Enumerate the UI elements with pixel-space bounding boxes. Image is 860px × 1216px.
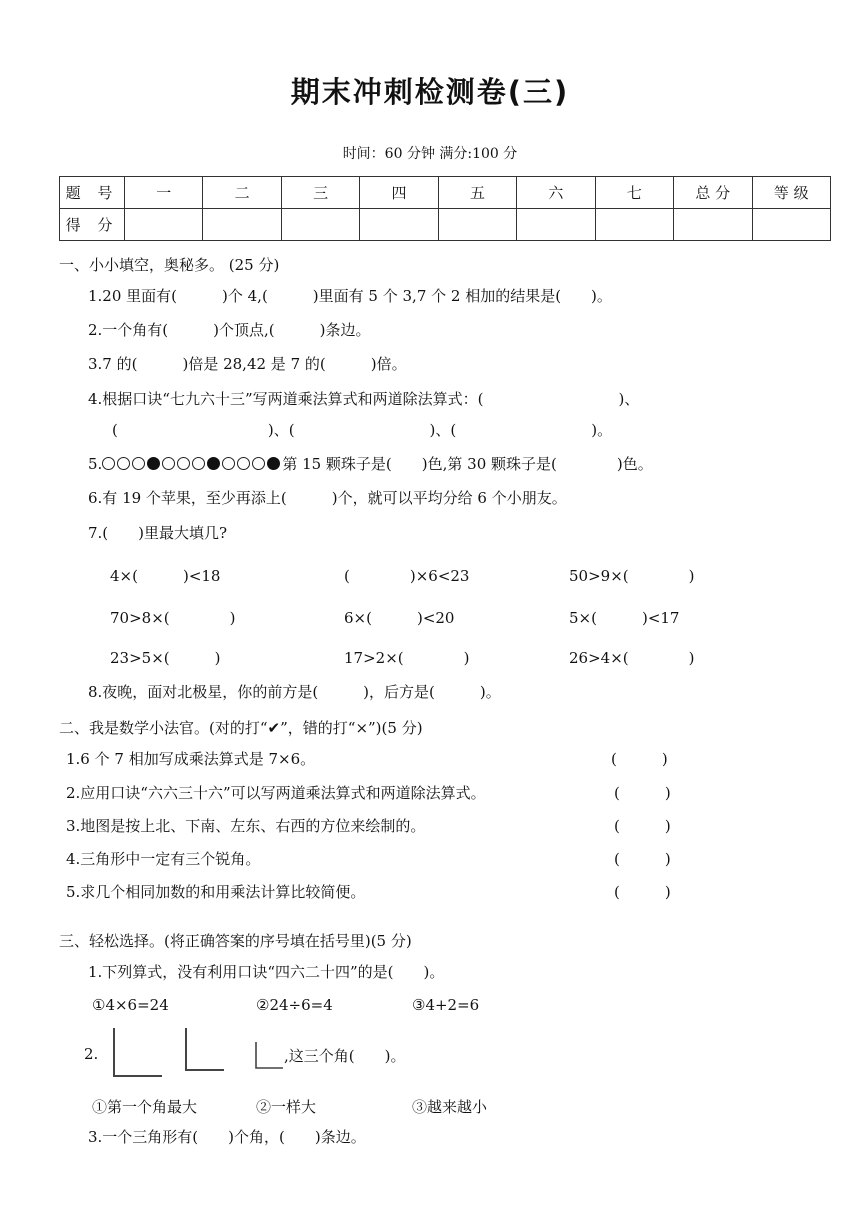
- q7-item: 50>9×( ): [569, 567, 695, 585]
- white-bead-icon: [222, 457, 235, 470]
- answer-blank[interactable]: ( ): [614, 883, 671, 901]
- judge-item: 4.三角形中一定有三个锐角。: [66, 850, 261, 868]
- score-cell: 六: [517, 177, 595, 209]
- choice-option: ③4+2=6: [412, 996, 480, 1014]
- choice-option: ②24÷6=4: [256, 996, 333, 1014]
- score-input-cell[interactable]: [595, 209, 673, 241]
- q7-item: 23>5×( ): [110, 649, 221, 667]
- choice-option: ②一样大: [256, 1098, 317, 1116]
- score-table-header-row: [60, 177, 831, 209]
- score-cell: 总 分: [674, 177, 752, 209]
- bead-sequence: [102, 455, 282, 473]
- score-cell: 二: [203, 177, 281, 209]
- black-bead-icon: [207, 457, 220, 470]
- choice-question-2-text: ,这三个角( )。: [284, 1047, 406, 1065]
- judge-item: 3.地图是按上北、下南、左东、右西的方位来绘制的。: [66, 817, 426, 835]
- question-number: 5.: [88, 455, 103, 473]
- white-bead-icon: [177, 457, 190, 470]
- answer-blank[interactable]: ( ): [614, 817, 671, 835]
- score-input-cell[interactable]: [674, 209, 752, 241]
- question-1-1: 1.20 里面有( )个 4,( )里面有 5 个 3,7 个 2 相加的结果是( )。: [88, 287, 612, 305]
- choice-question-1: 1.下列算式，没有利用口诀“四六二十四”的是( )。: [88, 963, 445, 981]
- question-1-7: 7.( )里最大填几?: [88, 524, 228, 542]
- white-bead-icon: [132, 457, 145, 470]
- q7-item: 17>2×( ): [344, 649, 470, 667]
- q7-item: 5×( )<17: [569, 609, 680, 627]
- q7-item: 4×( )<18: [110, 567, 221, 585]
- white-bead-icon: [117, 457, 130, 470]
- question-1-8: 8.夜晚，面对北极星，你的前方是( )，后方是( )。: [88, 683, 501, 701]
- judge-item: 2.应用口诀“六六三十六”可以写两道乘法算式和两道除法算式。: [66, 784, 486, 802]
- score-cell: 七: [595, 177, 673, 209]
- question-1-5-text: 第 15 颗珠子是( )色,第 30 颗珠子是( )色。: [282, 455, 653, 473]
- question-1-3: 3.7 的( )倍是 28,42 是 7 的( )倍。: [88, 355, 407, 373]
- answer-blank[interactable]: ( ): [611, 750, 668, 768]
- choice-question-3: 3.一个三角形有( )个角，( )条边。: [88, 1128, 366, 1146]
- check-mark-icon: ✔: [267, 719, 281, 737]
- choice-option: ③越来越小: [412, 1098, 488, 1116]
- score-input-cell[interactable]: [438, 209, 516, 241]
- exam-info: 时间：60 分钟 满分:100 分: [342, 146, 518, 162]
- question-1-2: 2.一个角有( )个顶点,( )条边。: [88, 321, 371, 339]
- answer-blank[interactable]: ( ): [614, 784, 671, 802]
- page-title: 期末冲刺检测卷(三): [290, 75, 570, 109]
- score-input-cell[interactable]: [517, 209, 595, 241]
- score-input-cell[interactable]: [281, 209, 359, 241]
- score-table: [59, 176, 831, 241]
- q7-item: 70>8×( ): [110, 609, 236, 627]
- section2-heading-pre: 二、我是数学小法官。(对的打“: [59, 719, 268, 737]
- score-cell: 得 分: [60, 209, 125, 241]
- q7-item: 6×( )<20: [344, 609, 455, 627]
- question-1-4-line1: 4.根据口诀“七九六十三”写两道乘法算式和两道除法算式：( )、: [88, 390, 640, 408]
- score-input-cell[interactable]: [360, 209, 438, 241]
- white-bead-icon: [102, 457, 115, 470]
- choice-question-2-number: 2.: [84, 1045, 99, 1063]
- score-input-cell[interactable]: [203, 209, 281, 241]
- black-bead-icon: [267, 457, 280, 470]
- white-bead-icon: [252, 457, 265, 470]
- score-cell: 题 号: [60, 177, 125, 209]
- score-cell: 一: [125, 177, 203, 209]
- score-cell: 四: [360, 177, 438, 209]
- question-1-5: [88, 453, 653, 474]
- angle-figure-3: [251, 1040, 285, 1072]
- white-bead-icon: [192, 457, 205, 470]
- question-1-6: 6.有 19 个苹果，至少再添上( )个，就可以平均分给 6 个小朋友。: [88, 489, 567, 507]
- score-cell: 五: [438, 177, 516, 209]
- section2-heading: [59, 717, 423, 738]
- judge-item: 5.求几个相同加数的和用乘法计算比较简便。: [66, 883, 366, 901]
- section2-heading-post: ”，错的打“×”)(5 分): [280, 719, 423, 737]
- white-bead-icon: [237, 457, 250, 470]
- q7-item: 26>4×( ): [569, 649, 695, 667]
- judge-item: 1.6 个 7 相加写成乘法算式是 7×6。: [66, 750, 316, 768]
- question-1-4-line2: ( )、( )、( )。: [112, 421, 613, 439]
- angle-figure-2: [180, 1026, 230, 1074]
- section1-heading: 一、小小填空，奥秘多。 (25 分): [59, 256, 280, 274]
- choice-option: ①第一个角最大: [92, 1098, 198, 1116]
- score-cell: 等 级: [752, 177, 831, 209]
- score-cell: 三: [281, 177, 359, 209]
- q7-item: ( )×6<23: [344, 567, 470, 585]
- choice-option: ①4×6=24: [92, 996, 169, 1014]
- score-table-score-row: [60, 209, 831, 241]
- score-input-cell[interactable]: [752, 209, 831, 241]
- angle-figure-1: [108, 1026, 168, 1080]
- answer-blank[interactable]: ( ): [614, 850, 671, 868]
- section3-heading: 三、轻松选择。(将正确答案的序号填在括号里)(5 分): [59, 932, 412, 950]
- score-input-cell[interactable]: [125, 209, 203, 241]
- white-bead-icon: [162, 457, 175, 470]
- black-bead-icon: [147, 457, 160, 470]
